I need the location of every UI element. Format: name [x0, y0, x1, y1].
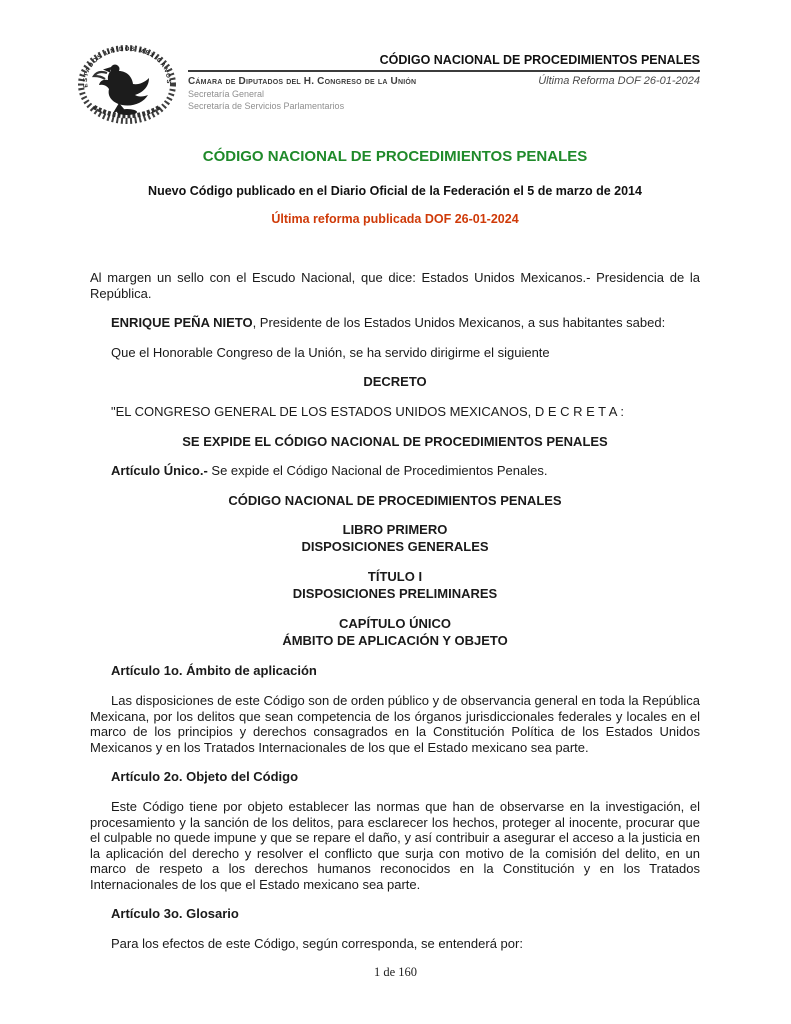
president-rest: , Presidente de los Estados Unidos Mexicanos, a sus habitantes sabed:	[252, 315, 666, 331]
page-header	[82, 45, 700, 124]
articulo-unico-label: Artículo Único.-	[111, 463, 208, 479]
document-title: CÓDIGO NACIONAL DE PROCEDIMIENTOS PENALES	[202, 148, 588, 165]
header-doc-title: CÓDIGO NACIONAL DE PROCEDIMIENTOS PENALES	[379, 53, 700, 67]
title-block	[90, 148, 700, 226]
article-2-text: Este Código tiene por objeto establecer las normas que han de observarse en la investigación, el procesamiento y la sanción de los delitos, para esclarecer los hechos, proteger al inocente, procurar que el culpable no quede impune y que se repare el daño, y así contribuir a asegurar el acceso a la justicia en la aplicación del derecho y resolver el conflicto que surja con motivo de la comisión del delito, en un marco de respeto a los derechos humanos reconocidos en la Constitución y en los Tratados Internacionales de los que el Estado mexicano sea parte.	[90, 798, 700, 892]
article-1-heading: Artículo 1o. Ámbito de aplicación	[111, 663, 317, 679]
header-org-block	[188, 75, 416, 112]
org-name: Cámara de Diputados del H. Congreso de la Unión	[188, 76, 417, 87]
heading-libro-line1: LIBRO PRIMERO	[342, 522, 448, 538]
heading-titulo-line1: TÍTULO I	[367, 569, 423, 585]
heading-decreto: DECRETO	[363, 374, 427, 390]
org-sub-2: Secretaría de Servicios Parlamentarios	[188, 101, 345, 112]
heading-titulo	[90, 569, 700, 602]
paragraph-articulo-unico	[90, 463, 700, 479]
articulo-unico-rest: Se expide el Código Nacional de Procedimientos Penales.	[207, 463, 548, 479]
heading-capitulo-line2: ÁMBITO DE APLICACIÓN Y OBJETO	[282, 632, 508, 648]
heading-capitulo-line1: CAPÍTULO ÚNICO	[339, 616, 451, 632]
heading-capitulo	[90, 616, 700, 649]
publication-note: Nuevo Código publicado en el Diario Oficial de la Federación el 5 de marzo de 2014	[148, 184, 642, 198]
article-3-text: Para los efectos de este Código, según corresponda, se entenderá por:	[111, 936, 523, 952]
heading-libro	[90, 522, 700, 555]
reform-note: Última reforma publicada DOF 26-01-2024	[271, 212, 519, 226]
seal-caption: ESTADOS UNIDOS MEXICANOS	[82, 46, 172, 88]
article-2-heading: Artículo 2o. Objeto del Código	[111, 769, 299, 785]
heading-expide: SE EXPIDE EL CÓDIGO NACIONAL DE PROCEDIMIENTOS PENALES	[182, 433, 608, 449]
paragraph-decreta: "EL CONGRESO GENERAL DE LOS ESTADOS UNIDOS MEXICANOS, D E C R E T A :	[111, 403, 624, 419]
national-seal-icon	[77, 45, 177, 124]
document-body	[90, 270, 700, 952]
heading-titulo-line2: DISPOSICIONES PRELIMINARES	[292, 585, 498, 601]
header-reform-date: Última Reforma DOF 26-01-2024	[538, 75, 700, 87]
president-name: ENRIQUE PEÑA NIETO	[111, 315, 253, 331]
paragraph-congress: Que el Honorable Congreso de la Unión, se ha servido dirigirme el siguiente	[111, 344, 550, 360]
heading-libro-line2: DISPOSICIONES GENERALES	[301, 538, 489, 554]
header-right	[188, 45, 700, 112]
org-sub-1: Secretaría General	[188, 89, 265, 99]
article-3-heading: Artículo 3o. Glosario	[111, 906, 239, 922]
header-meta	[188, 75, 700, 112]
page-number: 1 de 160	[373, 965, 418, 979]
paragraph-seal-margin: Al margen un sello con el Escudo Nacional, que dice: Estados Unidos Mexicanos.- Presidencia de la República.	[90, 270, 700, 301]
heading-codigo: CÓDIGO NACIONAL DE PROCEDIMIENTOS PENALES	[228, 492, 562, 508]
paragraph-president	[90, 315, 700, 331]
article-1-text: Las disposiciones de este Código son de orden público y de observancia general en toda la República Mexicana, por los delitos que sean competencia de los órganos jurisdiccionales federales y locales en el marco de los principios y derechos consagrados en la Constitución Política de los Estados Unidos Mexicanos y en los Tratados Internacionales de los que el Estado mexicano sea parte.	[90, 692, 701, 755]
header-rule	[188, 70, 700, 72]
